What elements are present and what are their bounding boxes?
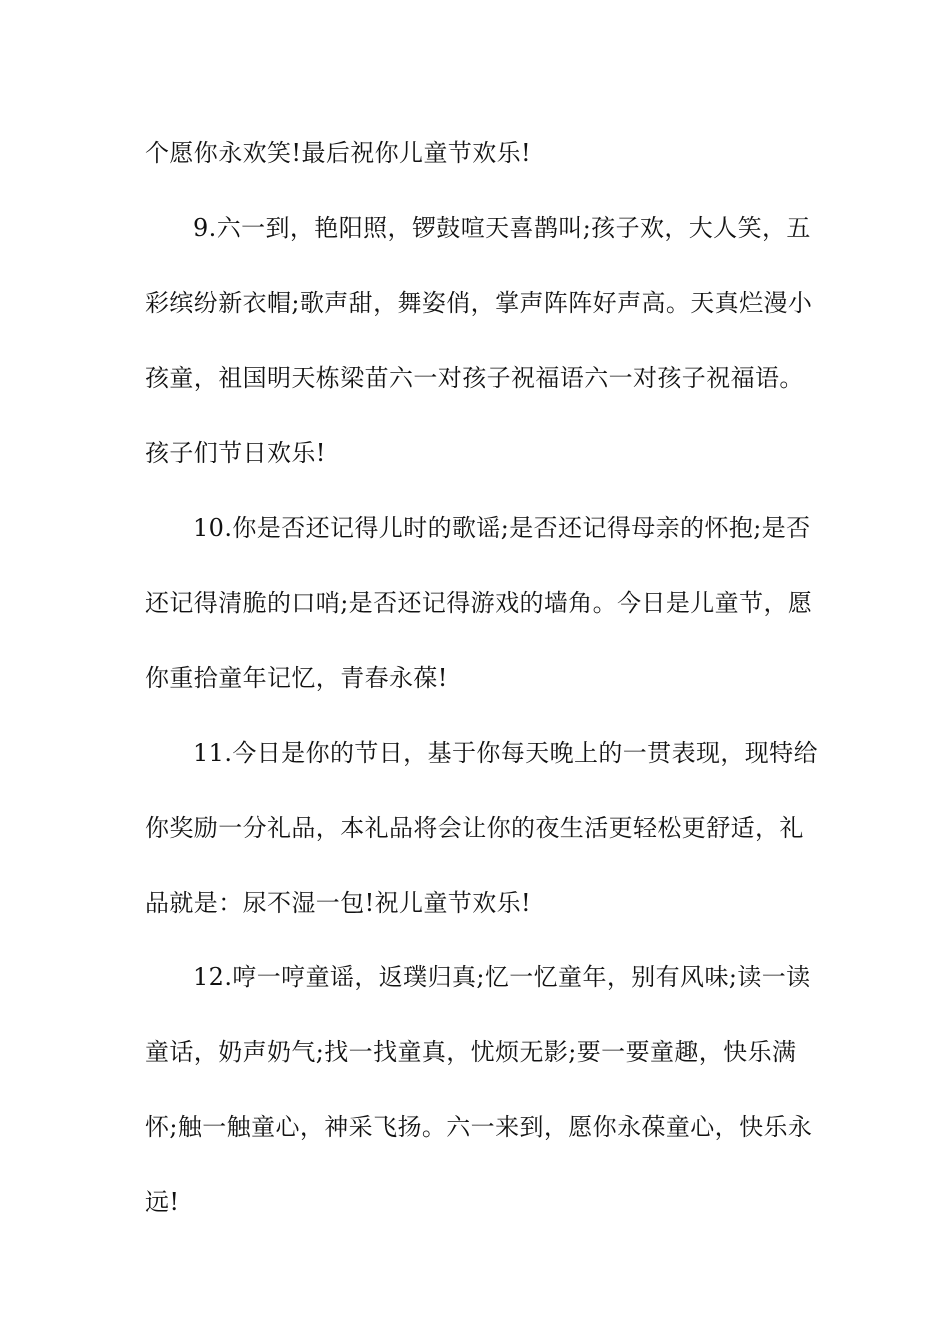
text-line: 品就是：尿不湿一包!祝儿童节欢乐! (145, 889, 532, 917)
text-line: 远! (145, 1188, 180, 1216)
text-line: 还记得清脆的口哨;是否还记得游戏的墙角。今日是儿童节，愿 (145, 589, 813, 617)
text-line: 孩子们节日欢乐! (145, 439, 326, 467)
text-line: 怀;触一触童心，神采飞扬。六一来到，愿你永葆童心，快乐永 (145, 1113, 813, 1141)
text-line: 10.你是否还记得儿时的歌谣;是否还记得母亲的怀抱;是否 (193, 514, 811, 542)
text-line: 孩童，祖国明天栋梁苗六一对孩子祝福语六一对孩子祝福语。 (145, 364, 804, 392)
text-line: 9.六一到，艳阳照，锣鼓喧天喜鹊叫;孩子欢，大人笑，五 (193, 214, 811, 242)
text-line: 你重拾童年记忆，青春永葆! (145, 664, 448, 692)
text-line: 彩缤纷新衣帽;歌声甜，舞姿俏，掌声阵阵好声高。天真烂漫小 (145, 289, 813, 317)
text-line: 你奖励一分礼品，本礼品将会让你的夜生活更轻松更舒适，礼 (145, 814, 804, 842)
text-line: 个愿你永欢笑!最后祝你儿童节欢乐! (145, 139, 532, 167)
text-line: 童话，奶声奶气;找一找童真，忧烦无影;要一要童趣，快乐满 (145, 1038, 797, 1066)
text-line: 12.哼一哼童谣，返璞归真;忆一忆童年，别有风味;读一读 (193, 963, 811, 991)
text-line: 11.今日是你的节日，基于你每天晚上的一贯表现，现特给 (193, 739, 818, 767)
